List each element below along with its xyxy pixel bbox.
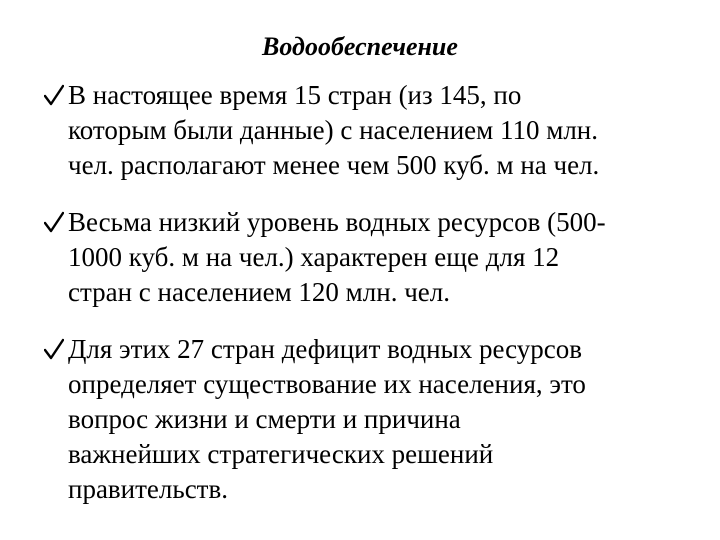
- bullet-line: правительств.: [68, 474, 228, 504]
- checkmark-icon: [44, 78, 66, 113]
- bullet-line: определяет существование их населения, это: [68, 369, 586, 399]
- checkmark-icon: [44, 205, 66, 240]
- bullet-line: 1000 куб. м на чел.) характерен еще для 12: [68, 242, 560, 272]
- bullet-line: В настоящее время 15 стран (из 145, по: [68, 80, 522, 110]
- checkmark-icon: [44, 332, 66, 367]
- bullet-line: стран с населением 120 млн. чел.: [68, 277, 450, 307]
- bullet-item: [48, 205, 708, 310]
- slide-title: Водообеспечение: [262, 32, 458, 61]
- bullet-list: [48, 78, 708, 529]
- bullet-line: важнейших стратегических решений: [68, 439, 494, 469]
- bullet-line: вопрос жизни и смерти и причина: [68, 404, 461, 434]
- bullet-line: которым были данные) с населением 110 млн.: [68, 115, 598, 145]
- bullet-line: чел. располагают менее чем 500 куб. м на чел.: [68, 150, 600, 180]
- bullet-line: Для этих 27 стран дефицит водных ресурсов: [68, 334, 583, 364]
- bullet-item: [48, 78, 708, 183]
- bullet-line: Весьма низкий уровень водных ресурсов (500-: [68, 207, 606, 237]
- bullet-item: [48, 332, 708, 507]
